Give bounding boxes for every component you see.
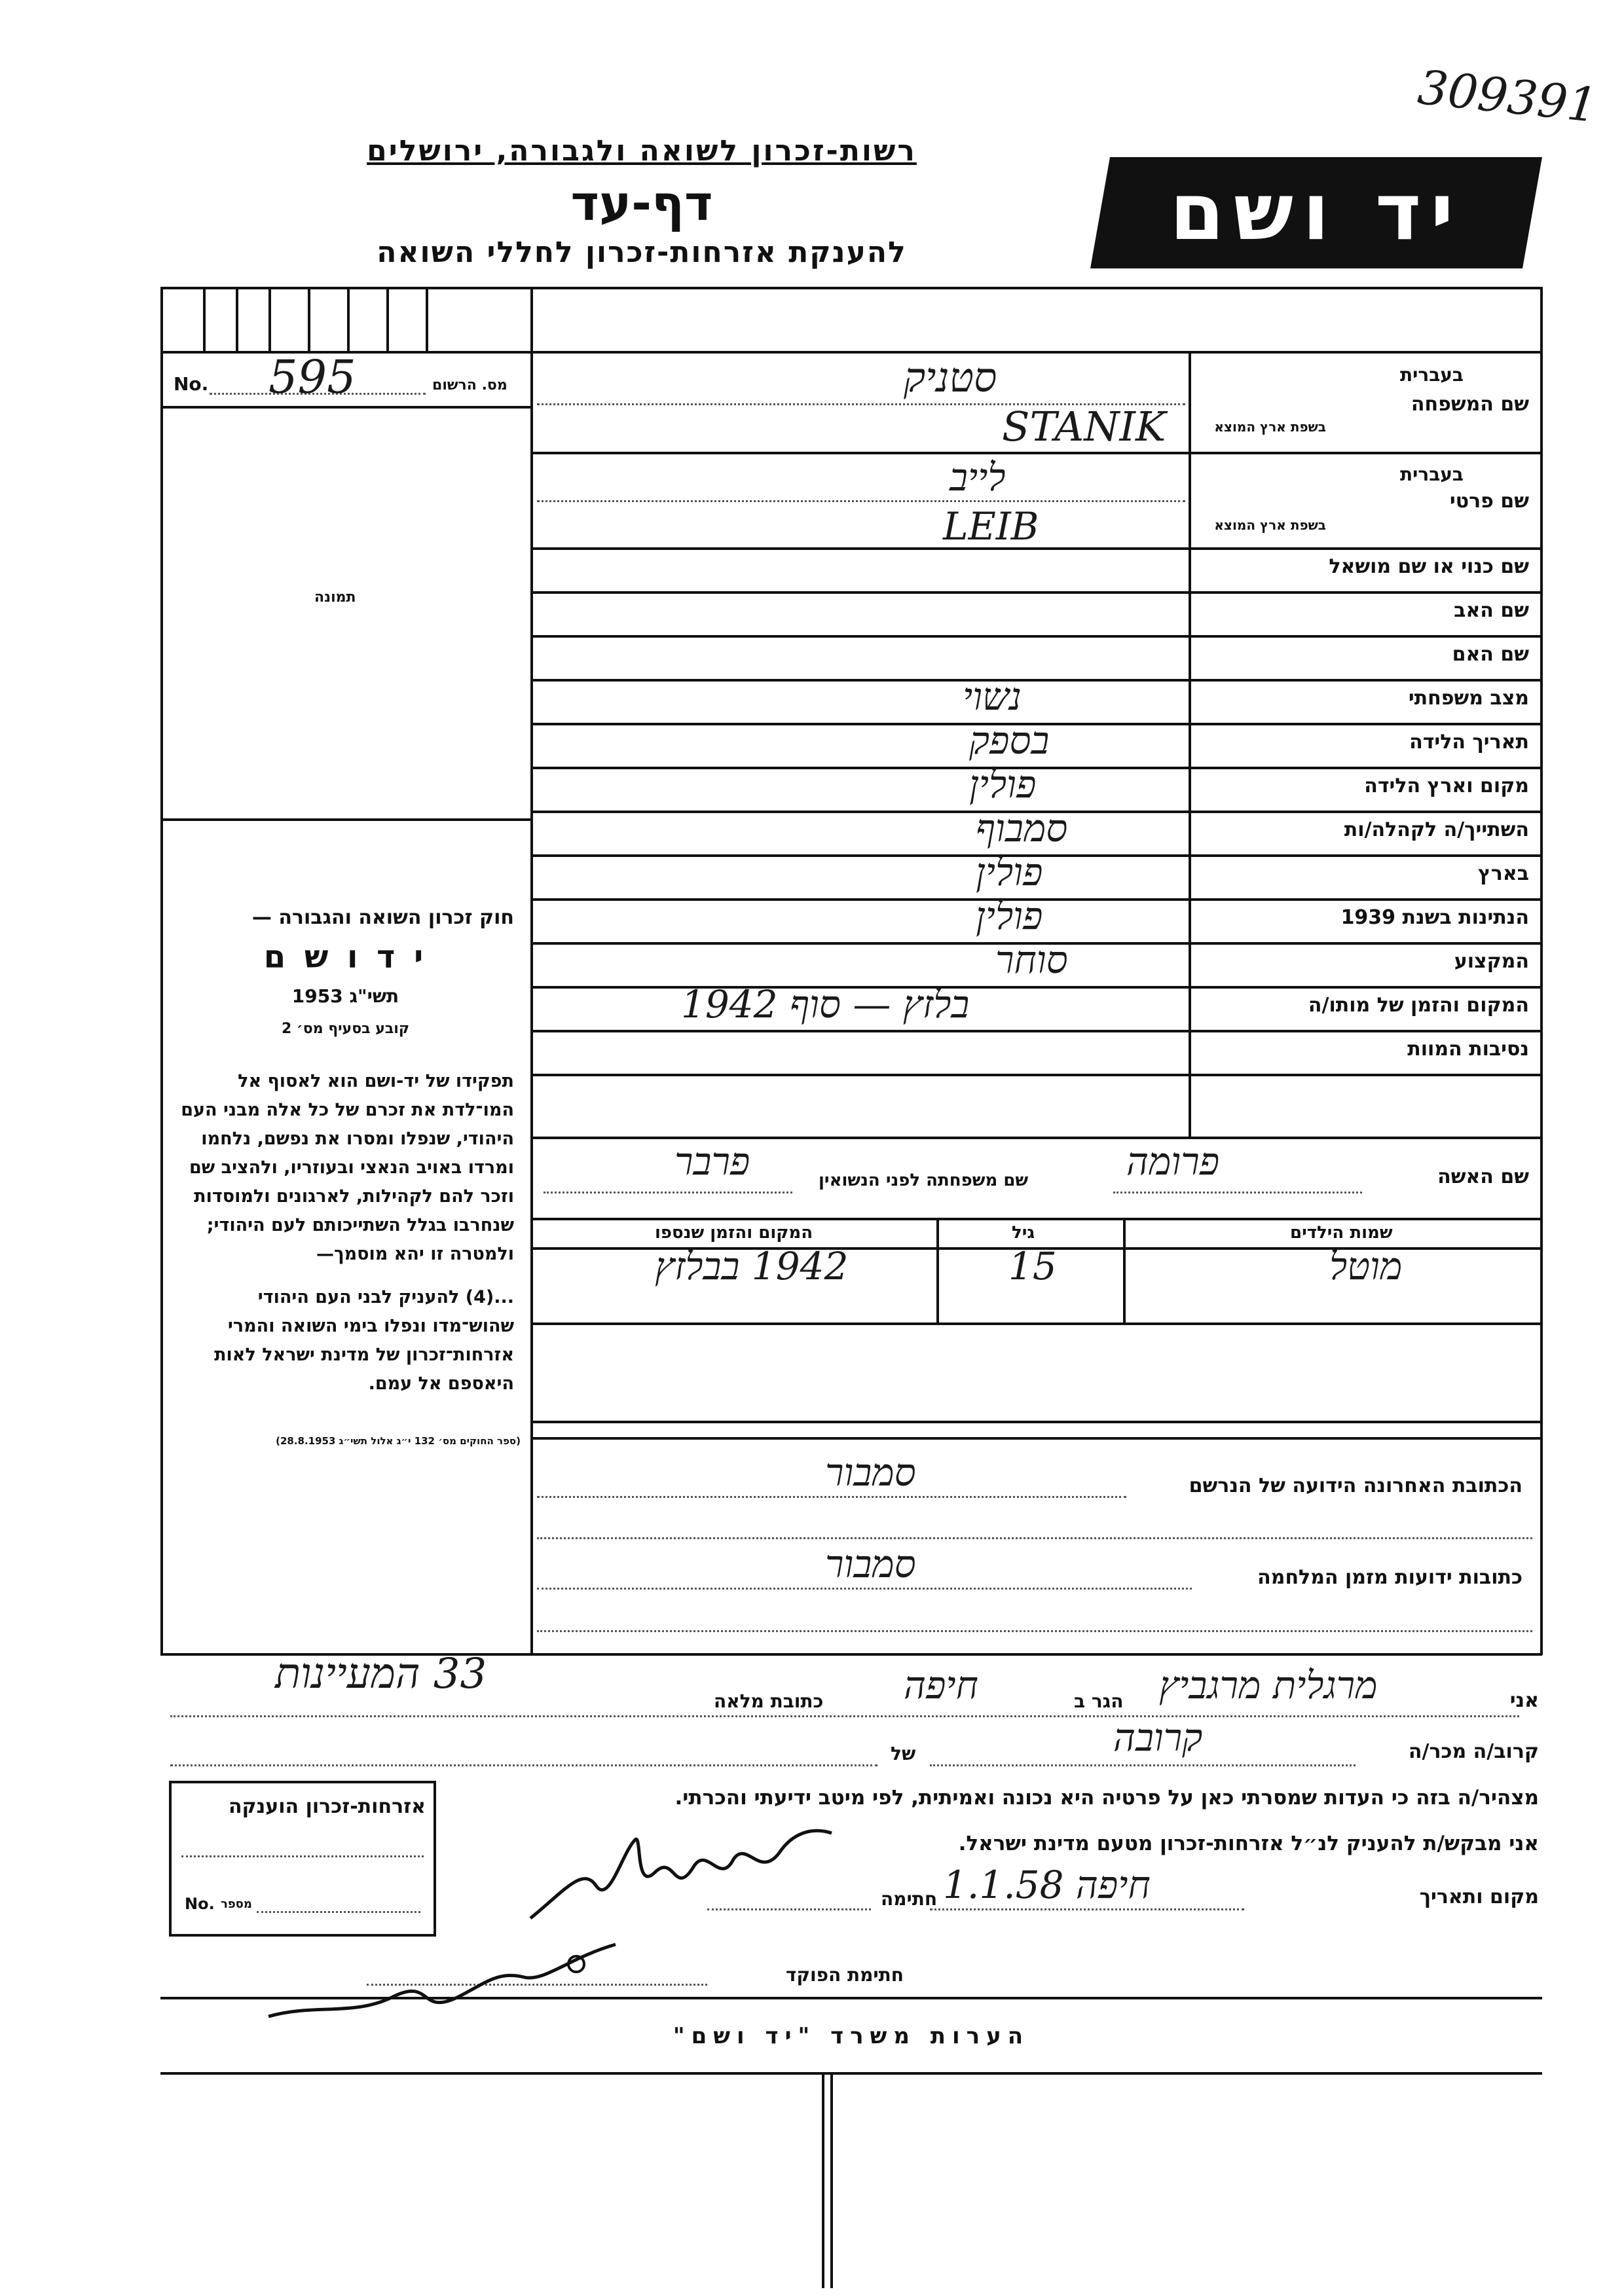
- birth-place-label: מקום וארץ הלידה: [1364, 774, 1529, 797]
- profession-label: המקצוע: [1454, 950, 1529, 973]
- father-label: שם האב: [1454, 599, 1529, 622]
- child-place: 1942 בבלזץ: [655, 1244, 849, 1288]
- witness-address-label: כתובת מלאה: [714, 1690, 824, 1712]
- official-signature-label: חתימת הפוקד: [785, 1964, 904, 1986]
- marital-value: נשוי: [963, 674, 1022, 719]
- declaration-text: מצהיר/ה בזה כי העדות שמסרתי כאן על פרטיה היא נכונה ואמיתית, לפי מיטב ידיעתי והכרתי.: [674, 1786, 1539, 1810]
- last-address-value: סמבור: [825, 1450, 916, 1495]
- law-name: י ד ו ש ם: [263, 939, 428, 975]
- place-date-value: חיפה 1.1.58: [943, 1863, 1151, 1907]
- country-value: פולין: [976, 850, 1043, 894]
- witness-signature: [524, 1813, 851, 1931]
- first-name-label: שם פרטי: [1449, 490, 1529, 513]
- signature-label: חתימה: [881, 1888, 938, 1910]
- law-clause: קובע בסעיף מס׳ 2: [281, 1021, 410, 1037]
- authority-title: רשות-זכרון לשואה ולגבורה, ירושלים: [367, 134, 917, 168]
- law-title: חוק זכרון השואה והגבורה —: [251, 906, 514, 929]
- place-date-label: מקום ותאריך: [1419, 1886, 1539, 1908]
- country-label: בארץ: [1477, 862, 1529, 885]
- form-subtitle: להענקת אזרחות-זכרון לחללי השואה: [377, 236, 907, 269]
- children-age-header: גיל: [1012, 1223, 1035, 1243]
- profession-value: סוחר: [995, 938, 1068, 982]
- war-addresses-value: סמבור: [825, 1542, 916, 1586]
- wife-maiden-value: פרבר: [674, 1139, 750, 1184]
- child-age: 15: [1008, 1244, 1057, 1288]
- citizenship-box: [169, 1781, 436, 1937]
- birth-date-label: תאריך הלידה: [1409, 731, 1529, 754]
- death-circumstances-label: נסיבות המוות: [1407, 1038, 1529, 1061]
- notes-label: הערות משרד "יד ושם": [673, 2023, 1030, 2049]
- wife-label: שם האשה: [1437, 1165, 1529, 1188]
- archive-number: 309391: [1415, 59, 1600, 134]
- family-name-label: שם המשפחה: [1411, 393, 1529, 416]
- nickname-label: שם כנוי או שם מושאל: [1329, 555, 1529, 578]
- witness-resides-label: הגר ב: [1074, 1690, 1124, 1712]
- children-place-header: המקום והזמן שנספו: [655, 1223, 813, 1243]
- witness-name: מרגלית מרגביץ: [1159, 1663, 1378, 1707]
- law-source: (ספר החוקים מס׳ 132 י״ג אלול תשי״ג 28.8.1953): [276, 1435, 521, 1447]
- family-name-local-label: בשפת ארץ המוצא: [1214, 419, 1326, 435]
- yad-vashem-logo: [1090, 157, 1542, 268]
- citizenship-box-title: אזרחות-זכרון הוענקה: [228, 1795, 426, 1818]
- photo-label: תמונה: [314, 589, 356, 606]
- family-name-local: STANIK: [1002, 403, 1166, 450]
- registration-no-label: No.: [174, 373, 209, 395]
- first-name-hebrew-label: בעברית: [1399, 464, 1464, 485]
- marital-label: מצב משפחתי: [1408, 687, 1529, 710]
- first-name-local-label: בשפת ארץ המוצא: [1214, 517, 1326, 533]
- form-title: דף-עד: [570, 175, 713, 232]
- registration-label: מס. הרשום: [432, 377, 507, 393]
- law-paragraph-2: ...(4) להעניק לבני העם היהודי שהוש־מדו ונפלו בימי השואה והמרי אזרחות־זכרון של מדינת ישראל לאות היאספם אל עמם.: [214, 1287, 514, 1394]
- law-year: תשי"ג 1953: [291, 985, 399, 1007]
- death-label: המקום והזמן של מותו/ה: [1308, 994, 1529, 1017]
- first-name-hebrew: לייב: [950, 455, 1006, 500]
- citizenship-label: הנתינות בשנת 1939: [1340, 906, 1529, 929]
- child-name: מוטל: [1329, 1244, 1403, 1288]
- first-name-local: LEIB: [943, 504, 1039, 549]
- birth-place-value: פולין: [969, 762, 1037, 807]
- wife-maiden-label: שם משפחתה לפני הנשואין: [819, 1171, 1029, 1190]
- children-names-header: שמות הילדים: [1290, 1223, 1393, 1243]
- logo-text: יד ושם: [1170, 167, 1463, 258]
- last-address-label: הכתובת האחרונה הידועה של הנרשם: [1189, 1474, 1522, 1497]
- citizenship-box-no: No.: [185, 1895, 215, 1913]
- of-label: של: [891, 1743, 916, 1764]
- witness-city: חיפה: [904, 1663, 978, 1707]
- family-name-hebrew-label: בעברית: [1399, 364, 1464, 386]
- registration-number: 595: [268, 350, 356, 404]
- death-value: בלזץ — סוף 1942: [681, 982, 970, 1027]
- witness-i-label: אני: [1509, 1689, 1539, 1712]
- citizenship-value: פולין: [976, 894, 1043, 938]
- relation-value: קרובה: [1113, 1715, 1203, 1760]
- family-name-hebrew: סטניק: [904, 354, 997, 401]
- community-value: סמבוף: [976, 806, 1068, 850]
- community-label: השתייך/ה לקהלה/ות: [1344, 818, 1529, 841]
- law-paragraph-1: תפקידו של יד-ושם הוא לאסוף אל המו־לדת את זכרם של כל אלה מבני העם היהודי, שנפלו ומסרו את נפשם, נלחמו ומרדו באויב הנאצי ובעוזריו, ולהציב שם וזכר להם לקהילות, לארגונים ולמוסדות שנחרבו בגלל השתייכותם לעם היהודי; ולמטרה זו יהא מוסמך—: [181, 1071, 514, 1264]
- witness-address: 33 המעיינות: [275, 1650, 487, 1698]
- request-text: אני מבקש/ת להעניק לנ״ל אזרחות-זכרון מטעם מדינת ישראל.: [958, 1832, 1539, 1855]
- birth-date-value: בספק: [969, 718, 1050, 763]
- war-addresses-label: כתובות ידועות מזמן המלחמה: [1257, 1566, 1522, 1589]
- citizenship-box-number-label: מספר: [221, 1897, 252, 1911]
- relation-label: קרוב/ה מכר/ה: [1408, 1740, 1539, 1763]
- mother-label: שם האם: [1452, 643, 1529, 666]
- wife-value: פרומה: [1126, 1139, 1220, 1184]
